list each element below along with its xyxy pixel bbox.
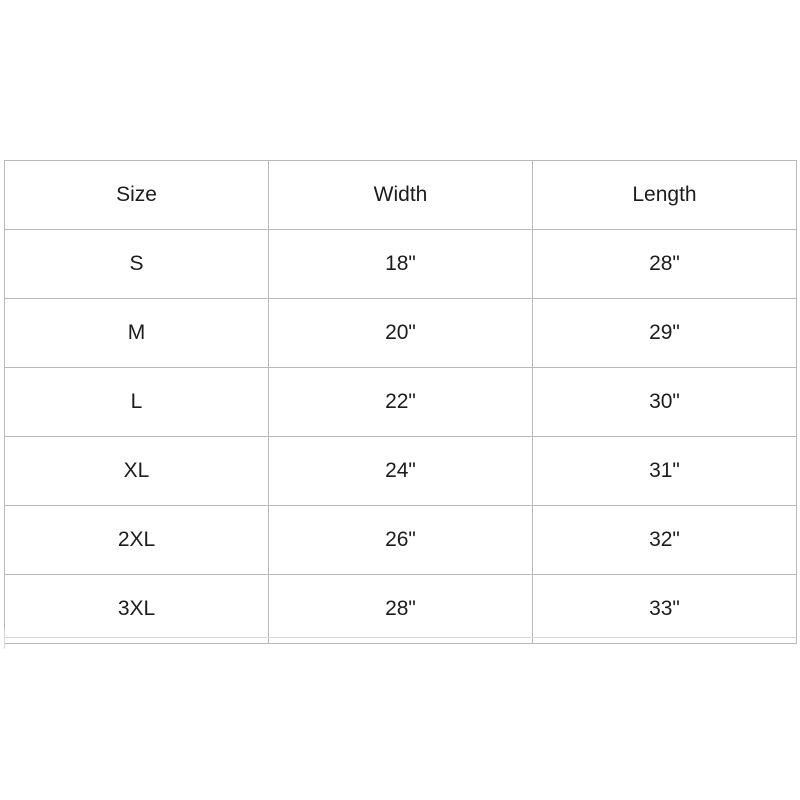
table-bottom-rule: [4, 637, 796, 638]
cell-size: 3XL: [5, 575, 269, 644]
cell-width: 26": [269, 506, 533, 575]
column-header-length: Length: [533, 161, 797, 230]
cell-length: 32": [533, 506, 797, 575]
cell-width: 18": [269, 230, 533, 299]
cell-width: 22": [269, 368, 533, 437]
table-row: [5, 368, 797, 437]
table-row: [5, 437, 797, 506]
size-chart-table-wrapper: [4, 160, 796, 644]
cell-width: 24": [269, 437, 533, 506]
cell-size: M: [5, 299, 269, 368]
table-left-edge-extension: [4, 629, 5, 649]
cell-length: 33": [533, 575, 797, 644]
cell-length: 29": [533, 299, 797, 368]
table-row: [5, 299, 797, 368]
cell-length: 30": [533, 368, 797, 437]
cell-size: XL: [5, 437, 269, 506]
column-header-width: Width: [269, 161, 533, 230]
cell-width: 28": [269, 575, 533, 644]
table-row: [5, 230, 797, 299]
cell-size: 2XL: [5, 506, 269, 575]
size-chart-table: [4, 160, 797, 644]
cell-size: L: [5, 368, 269, 437]
table-row: [5, 506, 797, 575]
cell-length: 31": [533, 437, 797, 506]
cell-size: S: [5, 230, 269, 299]
column-header-size: Size: [5, 161, 269, 230]
cell-length: 28": [533, 230, 797, 299]
table-row: [5, 575, 797, 644]
table-header-row: [5, 161, 797, 230]
cell-width: 20": [269, 299, 533, 368]
